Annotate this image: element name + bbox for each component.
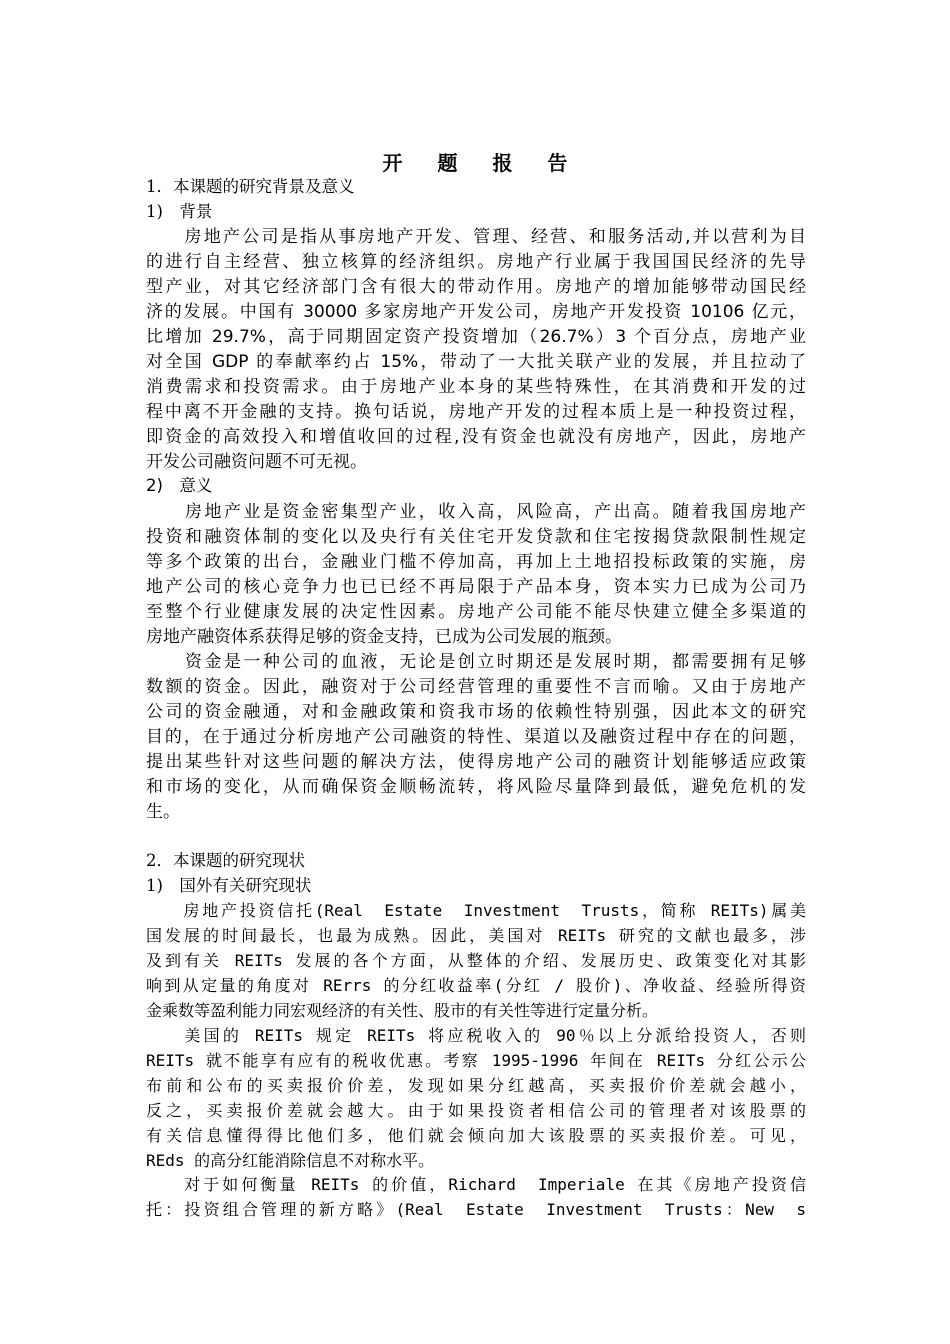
paragraph-line: 响到从定量的角度对 RErrs 的分红收益率(分红 / 股价)、净收益、经验所得资: [146, 976, 806, 995]
paragraph-line: 开发公司融资问题不可无视。: [146, 452, 367, 472]
paragraph-line: 及到有关 REITs 发展的各个方面，从整体的介绍、发展历史、政策变化对其影: [146, 951, 806, 970]
paragraph-line: 房地产投资信托(Real Estate Investment Trusts，简称 REITs)属美: [146, 901, 806, 920]
paragraph-line: 反之，买卖报价差就会越大。由于如果投资者相信公司的管理者对该股票的: [146, 1101, 806, 1120]
paragraph-line: 即资金的高效投入和增值收回的过程,没有资金也就没有房地产，因此，房地产: [146, 427, 806, 447]
paragraph-line: 对全国 GDP 的奉献率约占 15%，带动了一大批关联产业的发展，并且拉动了: [146, 352, 806, 372]
paragraph-line: 对于如何衡量 REITs 的价值，Richard Imperiale 在其《房地产投资信: [146, 1175, 806, 1194]
paragraph-line: 美国的 REITs 规定 REITs 将应税收入的 90％以上分派给投资人，否则: [146, 1026, 806, 1045]
subsection-heading: 2) 意义: [146, 476, 213, 495]
paragraph-line: 比增加 29.7%，高于同期固定资产投资增加（26.7%）3 个百分点，房地产业: [146, 327, 806, 347]
paragraph-line: 消费需求和投资需求。由于房地产业本身的某些特殊性，在其消费和开发的过: [146, 377, 806, 397]
paragraph-line: 至整个行业健康发展的决定性因素。房地产公司能不能尽快建立健全多渠道的: [146, 602, 806, 622]
paragraph-line: 济的发展。中国有 30000 多家房地产开发公司，房地产开发投资 10106 亿元，: [146, 302, 806, 322]
paragraph-line: 投资和融资体制的变化以及央行有关住宅开发贷款和住宅按揭贷款限制性规定: [146, 527, 806, 547]
section-heading: 2．本课题的研究现状: [146, 851, 305, 870]
paragraph-line: 提出某些针对这些问题的解决方法，使得房地产公司的融资计划能够适应政策: [146, 752, 806, 772]
paragraph-line: 等多个政策的出台，金融业门槛不停加高，再加上土地招投标政策的实施，房: [146, 552, 806, 572]
paragraph-line: 型产业，对其它经济部门含有很大的带动作用。房地产的增加能够带动国民经: [146, 277, 806, 297]
paragraph-line: 托：投资组合管理的新方略》(Real Estate Investment Trusts：New s: [146, 1200, 806, 1219]
paragraph-line: 的进行自主经营、独立核算的经济组织。房地产行业属于我国国民经济的先导: [146, 252, 806, 272]
paragraph-line: REds 的高分红能消除信息不对称水平。: [146, 1151, 435, 1170]
paragraph-line: 国发展的时间最长，也最为成熟。因此，美国对 REITs 研究的文献也最多，涉: [146, 926, 806, 945]
paragraph-line: 目的，在于通过分析房地产公司融资的特性、渠道以及融资过程中存在的问题，: [146, 727, 806, 747]
paragraph-line: 金乘数等盈利能力同宏观经济的有关性、股市的有关性等进行定量分析。: [146, 1001, 659, 1020]
paragraph-line: 有关信息懂得得比他们多，他们就会倾向加大该股票的买卖报价差。可见，: [146, 1126, 806, 1145]
paragraph-line: REITs 就不能享有应有的税收优惠。考察 1995-1996 年间在 REITs 分红公示公: [146, 1051, 806, 1070]
paragraph-line: 和市场的变化，从而确保资金顺畅流转，将风险尽量降到最低，避免危机的发: [146, 777, 806, 797]
subsection-heading: 1) 背景: [146, 202, 213, 221]
paragraph-line: 房地产公司是指从事房地产开发、管理、经营、和服务活动,并以营利为目: [146, 227, 806, 247]
page-title: 开 题 报 告: [382, 151, 582, 175]
paragraph-line: 公司的资金融通，对和金融政策和资我市场的依赖性特别强，因此本文的研究: [146, 702, 806, 722]
paragraph-line: 地产公司的核心竞争力也已已经不再局限于产品本身，资本实力已成为公司乃: [146, 577, 806, 597]
paragraph-line: 房地产融资体系获得足够的资金支持，已成为公司发展的瓶颈。: [146, 627, 622, 647]
paragraph-line: 房地产业是资金密集型产业，收入高，风险高，产出高。随着我国房地产: [146, 502, 806, 522]
subsection-heading: 1) 国外有关研究现状: [146, 876, 312, 895]
paragraph-line: 程中离不开金融的支持。换句话说，房地产开发的过程本质上是一种投资过程，: [146, 402, 806, 422]
paragraph-line: 布前和公布的买卖报价价差，发现如果分红越高，买卖报价价差就会越小，: [146, 1076, 806, 1095]
paragraph-line: 数额的资金。因此，融资对于公司经营管理的重要性不言而喻。又由于房地产: [146, 677, 806, 697]
paragraph-line: 生。: [146, 802, 180, 822]
section-heading: 1．本课题的研究背景及意义: [146, 177, 355, 196]
paragraph-line: 资金是一种公司的血液，无论是创立时期还是发展时期，都需要拥有足够: [146, 652, 806, 672]
